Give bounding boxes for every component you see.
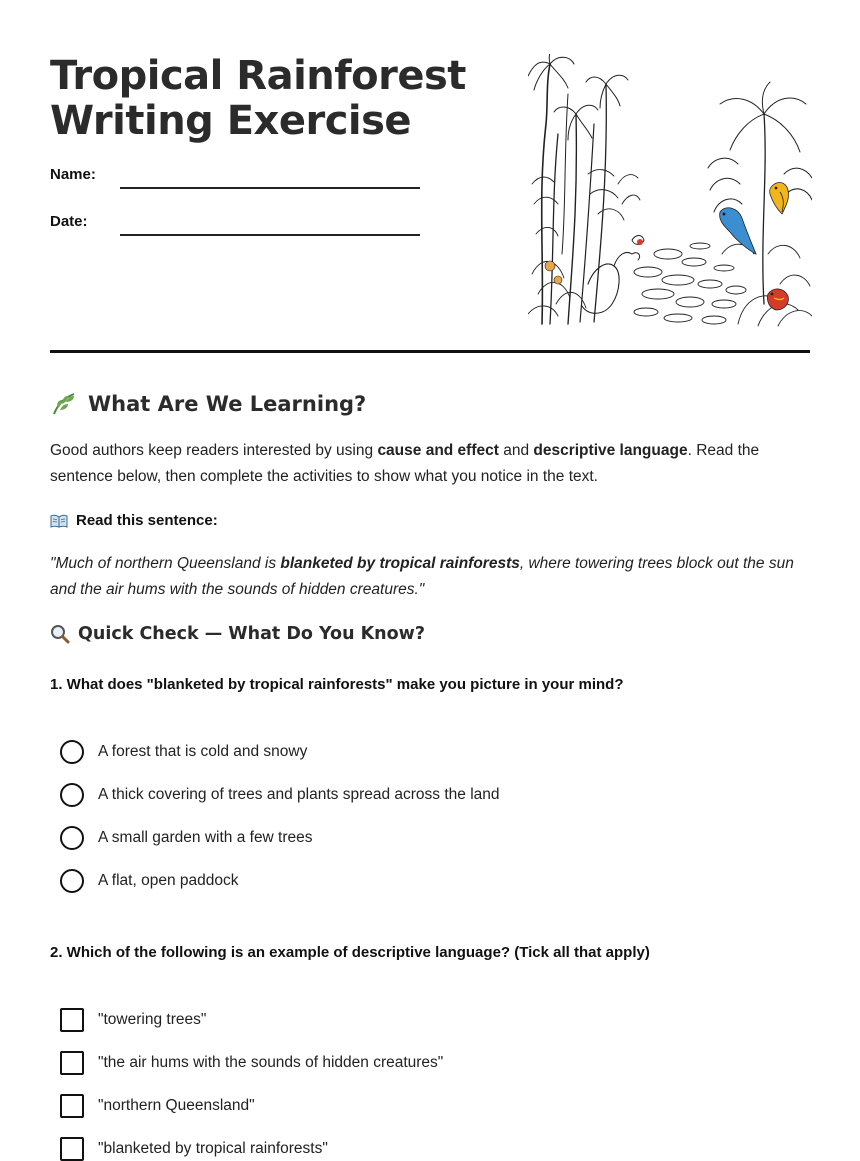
q2-option-3[interactable] [60,1093,255,1119]
leaf-icon [50,390,78,418]
worksheet-title [50,54,490,144]
learning-heading-text: What Are We Learning? [88,392,367,416]
question-2: 2. Which of the following is an example of descriptive language? (Tick all that apply) [50,944,650,961]
read-sentence-heading [50,512,218,529]
q1-radio-4[interactable] [60,869,84,893]
magnifier-icon [50,624,70,644]
section-divider [50,350,810,353]
date-line[interactable] [120,234,420,236]
quote-text-1: "Much of northern Queensland is [50,555,281,572]
q1-radio-2[interactable] [60,783,84,807]
blue-bird-icon [720,208,756,254]
q2-option-4[interactable] [60,1136,328,1161]
q1-radio-1[interactable] [60,740,84,764]
q1-option-4[interactable] [60,868,238,894]
title-line-1: Tropical Rainforest [50,53,466,99]
q2-checkbox-2[interactable] [60,1051,84,1075]
date-field[interactable] [50,213,420,243]
intro-text-3: . Read the sentence below, then complete the activities to show what you notice in the text. [50,442,760,485]
q1-option-1[interactable] [60,739,307,765]
q1-option-4-label: A flat, open paddock [98,872,239,889]
intro-paragraph [50,438,810,490]
q2-checkbox-4[interactable] [60,1137,84,1161]
quick-check-heading-text: Quick Check — What Do You Know? [78,624,425,644]
q2-option-2-label: "the air hums with the sounds of hidden creatures" [98,1054,444,1071]
yellow-bird-icon [770,183,789,214]
example-sentence [50,551,810,603]
read-sentence-label: Read this sentence: [76,512,218,529]
q2-option-1-label: "towering trees" [98,1011,207,1028]
title-line-2: Writing Exercise [50,98,412,144]
rainforest-illustration [528,54,812,330]
q1-radio-3[interactable] [60,826,84,850]
name-label: Name: [50,166,96,183]
quick-check-heading [50,624,425,644]
q2-option-4-label: "blanketed by tropical rainforests" [98,1140,328,1157]
intro-text-2: and [498,442,534,459]
q2-checkbox-1[interactable] [60,1008,84,1032]
q2-option-1[interactable] [60,1007,206,1033]
q1-option-3[interactable] [60,825,313,851]
learning-heading [50,390,366,418]
q1-option-1-label: A forest that is cold and snowy [98,743,308,760]
q2-option-3-label: "northern Queensland" [98,1097,255,1114]
q1-option-2[interactable] [60,782,500,808]
intro-bold-descriptive: descriptive language [533,442,688,459]
date-label: Date: [50,213,88,230]
orange-flower-icon [545,239,643,284]
q2-option-2[interactable] [60,1050,443,1076]
q2-checkbox-3[interactable] [60,1094,84,1118]
quote-text-2: , where towering trees block out the sun and the air hums with the sounds of hidden creatures." [50,555,794,598]
worksheet-header [50,50,810,340]
intro-text-1: Good authors keep readers interested by using [50,442,378,459]
open-book-icon [50,514,68,528]
q1-option-2-label: A thick covering of trees and plants spread across the land [98,786,500,803]
quote-bold-phrase: blanketed by tropical rainforests [280,555,520,572]
question-1: 1. What does "blanketed by tropical rainforests" make you picture in your mind? [50,676,624,693]
intro-bold-cause-effect: cause and effect [377,442,499,459]
red-bird-icon [767,289,788,310]
name-field[interactable] [50,166,420,196]
q1-option-3-label: A small garden with a few trees [98,829,313,846]
name-line[interactable] [120,187,420,189]
